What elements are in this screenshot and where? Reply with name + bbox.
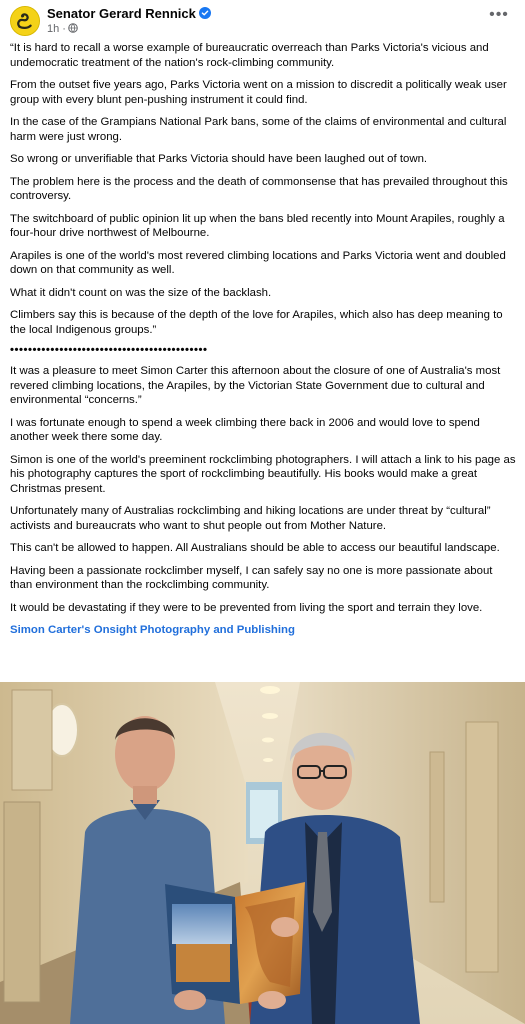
more-options-icon[interactable]: •••: [489, 6, 509, 23]
post-paragraph: So wrong or unverifiable that Parks Victoria should have been laughed out of town.: [10, 153, 428, 165]
photo-illustration: [0, 682, 525, 1024]
post-paragraph: Climbers say this is because of the depth of the love for Arapiles, which also has deep meaning to the local Indigenous groups.”: [10, 309, 503, 336]
post-paragraph: Having been a passionate rockclimber myself, I can safely say no one is more passionate about than environment than the rockclimbing community.: [10, 564, 493, 591]
post-paragraph: Unfortunately many of Australias rockclimbing and hiking locations are under threat by “cultural” activists and bureaucrats who want to shut people out from Mother Nature.: [10, 505, 491, 532]
snake-flag-icon: [11, 7, 39, 35]
post-paragraph: In the case of the Grampians National Park bans, some of the claims of environmental and cultural harm were just wrong.: [10, 116, 507, 143]
post-photo[interactable]: [0, 682, 525, 1024]
post-text: [10, 41, 516, 638]
globe-icon: [68, 23, 78, 33]
avatar[interactable]: [10, 6, 40, 36]
post-paragraph: The problem here is the process and the death of commonsense that has prevailed throughout this controversy.: [10, 175, 508, 202]
post-paragraph: This can't be allowed to happen. All Australians should be able to access our beautiful landscape.: [10, 542, 500, 554]
post-paragraph: Simon is one of the world's preeminent rockclimbing photographers. I will attach a link to his page as his photography captures the sport of rockclimbing beautifully. His books would make a great Christmas present.: [10, 453, 516, 495]
post-header: [0, 0, 525, 38]
post-paragraph: It was a pleasure to meet Simon Carter this afternoon about the closure of one of Australia's most revered climbing locations, the Arapiles, by the Victorian State Government due to cultural and environmental “concerns.”: [10, 365, 501, 406]
external-link[interactable]: Simon Carter's Onsight Photography and Publishing: [10, 624, 295, 636]
post-time[interactable]: 1h: [47, 23, 60, 35]
post-paragraph: I was fortunate enough to spend a week climbing there back in 2006 and would love to spend another week there some day.: [10, 416, 480, 443]
post-paragraph: What it didn't count on was the size of the backlash.: [10, 286, 272, 299]
post-paragraph: “It is hard to recall a worse example of bureaucratic overreach than Parks Victoria's vicious and undemocratic treatment of the nation's rock-climbing community.: [10, 42, 489, 69]
post-paragraph: It would be devastating if they were to be prevented from living the sport and terrain they love.: [10, 601, 483, 614]
verified-badge-icon: [199, 7, 211, 19]
post-paragraph: From the outset five years ago, Parks Victoria went on a mission to discredit a politically weak user group with every blunt pen-pushing instrument it could find.: [10, 79, 507, 106]
post-meta: 1h ·: [47, 23, 78, 35]
post-paragraph: Arapiles is one of the world's most revered climbing locations and Parks Victoria went and doubled down on that community as well.: [10, 249, 506, 276]
dotted-divider: ••••••••••••••••••••••••••••••••••••••••••••: [10, 344, 208, 356]
author-name[interactable]: [47, 6, 211, 21]
post-paragraph: The switchboard of public opinion lit up when the bans bled recently into Mount Arapiles, roughly a four-hour drive northwest of Melbourne.: [10, 212, 505, 239]
author-name-text[interactable]: Senator Gerard Rennick: [47, 6, 196, 21]
